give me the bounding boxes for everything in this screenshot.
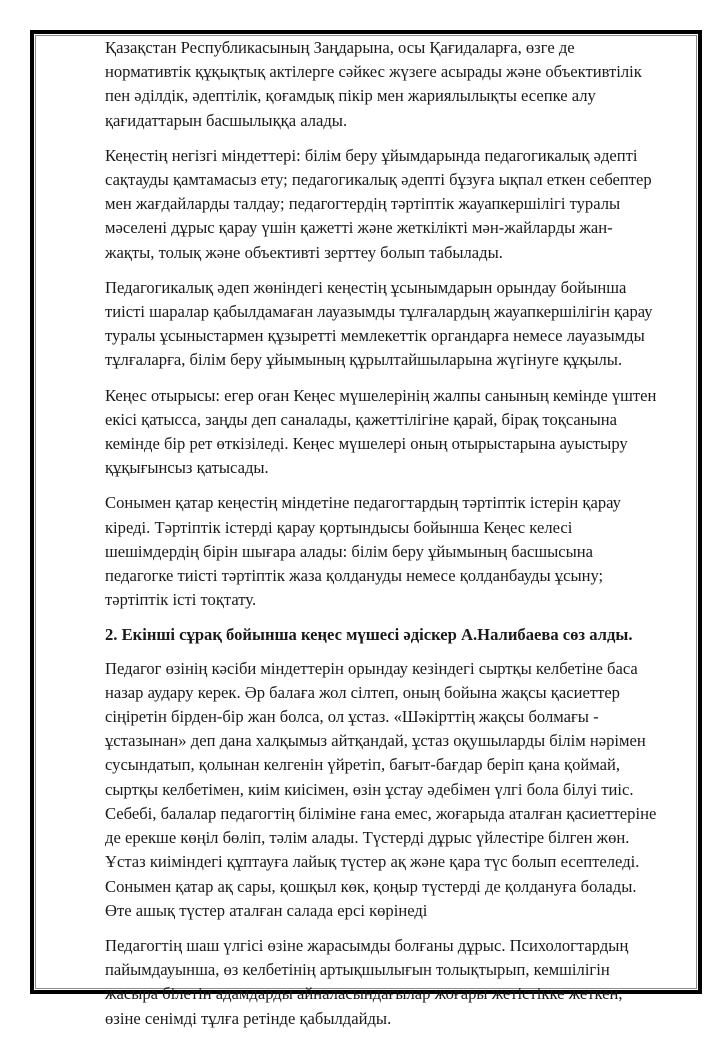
text-line: шешімдердің бірін шығара алады: білім беру ұйымының басшысына [105, 541, 594, 561]
text-line: Сонымен қатар кеңестің міндетіне педагогтардың тәртіптік істерін қарау [105, 493, 621, 513]
paragraph-council-tasks [105, 144, 665, 265]
text-line: пайымдауынша, өз келбетінің артықшылығын толықтырып, кемшілігін [105, 960, 610, 980]
text-line: жасыра білетін адамдарды айналасындағылар жоғары жетістікке жеткен, [105, 984, 623, 1004]
text-line: тиісті шаралар қабылдамаған лауазымды тұлғалардың жауапкершілігін қарау [105, 302, 653, 322]
text-line: мәселені дұрыс қарау үшін қажетті және жеткілікті мән-жайларды жан- [105, 218, 613, 238]
text-line: сіңіретін бірден-бір жан болса, ол ұстаз. «Шәкірттің жақсы болмағы - [105, 707, 599, 727]
text-line: Педагог өзінің кәсіби міндеттерін орындау кезіндегі сыртқы келбетіне баса [105, 658, 638, 678]
text-line: өзіне сенімді тұлға ретінде қабылдайды. [105, 1008, 392, 1028]
text-line: пен әділдік, әдептілік, қоғамдық пікір мен жариялылықты есепке алу [105, 86, 596, 106]
text-line: Ұстаз киіміндегі құптауға лайық түстер ақ және қара түс болып есептеледі. [105, 852, 640, 872]
text-line: де ерекше көңіл бөліп, тәлім алады. Түстерді дұрыс үйлестіре білген жөн. [105, 828, 630, 848]
text-line: Кеңестің негізгі міндеттері: білім беру ұйымдарында педагогикалық әдепті [105, 145, 638, 165]
paragraph-council-rights [105, 276, 665, 373]
text-line: құқығынсыз қатысады. [105, 458, 269, 478]
text-line: кемінде бір рет өткізіледі. Кеңес мүшелері оның отырыстарына ауыстыру [105, 434, 628, 454]
paragraph-hairstyle [105, 934, 665, 1031]
text-line: Өте ашық түстер аталған салада ерсі көрінеді [105, 900, 428, 920]
paragraph-council-principles [105, 36, 665, 133]
paragraph-disciplinary-cases [105, 491, 665, 612]
text-line: тәртіптік істі тоқтату. [105, 590, 257, 610]
section-heading: 2. Екінші сұрақ бойынша кеңес мүшесі әдіскер А.Налибаева сөз алды. [105, 625, 633, 645]
page-border [30, 30, 702, 1028]
text-line: туралы ұсыныстармен құзыретті мемлекеттік органдарға немесе лауазымды [105, 326, 645, 346]
text-line: Педагогтің шаш үлгісі өзіне жарасымды болғаны дұрыс. Психологтардың [105, 935, 629, 955]
text-line: сусындатып, қолынан келгенін үйретіп, бағыт-бағдар беріп қана қоймай, [105, 755, 621, 775]
text-line: тұлғаларға, білім беру ұйымының құрылтайшыларына жүгінуге құқылы. [105, 350, 623, 370]
document-body [105, 36, 665, 1042]
text-line: Қазақстан Республикасының Заңдарына, осы Қағидаларға, өзге де [105, 38, 575, 57]
text-line: нормативтік құқықтық актілерге сәйкес жүзеге асырады және объективтілік [105, 62, 642, 82]
text-line: сақтауды қамтамасыз ету; педагогикалық әдепті бұзуға ықпал еткен себептер [105, 170, 652, 190]
text-line: сыртқы келбетімен, киім киісімен, өзін ұстау әдебімен үлгі бола білуі тиіс. [105, 779, 634, 799]
paragraph-council-meeting [105, 384, 665, 481]
text-line: қағидаттарын басшылыққа алады. [105, 110, 348, 130]
text-line: назар аудару керек. Әр балаға жол сілтеп, оның бойына жақсы қасиеттер [105, 682, 620, 702]
text-line: мен жағдайларды талдау; педагогтердің тәртіптік жауапкершілігі туралы [105, 194, 621, 214]
text-line: Сонымен қатар ақ сары, қошқыл көк, қоңыр түстерді де қолдануға болады. [105, 876, 637, 896]
text-line: Педагогикалық әдеп жөніндегі кеңестің ұсынымдарын орындау бойынша [105, 277, 627, 297]
paragraph-teacher-appearance [105, 657, 665, 923]
text-line: ұстазынан» деп дана халқымыз айтқандай, ұстаз оқушыларды білім нәрімен [105, 731, 646, 751]
text-line: кіреді. Тәртіптік істерді қарау қортындысы бойынша Кеңес келесі [105, 517, 573, 537]
text-line: Кеңес отырысы: егер оған Кеңес мүшелерінің жалпы санының кемінде үштен [105, 385, 657, 405]
text-line: педагогке тиісті тәртіптік жаза қолдануды немесе қолданбауды ұсыну; [105, 566, 604, 586]
text-line: екісі қатысса, заңды деп саналады, қажеттілігіне қарай, бірақ тоқсанына [105, 409, 618, 429]
text-line: жақты, толық және объективті зерттеу болып табылады. [105, 242, 503, 262]
text-line: Себебі, балалар педагогтің біліміне ғана емес, жоғарыда аталған қасиеттеріне [105, 803, 657, 823]
